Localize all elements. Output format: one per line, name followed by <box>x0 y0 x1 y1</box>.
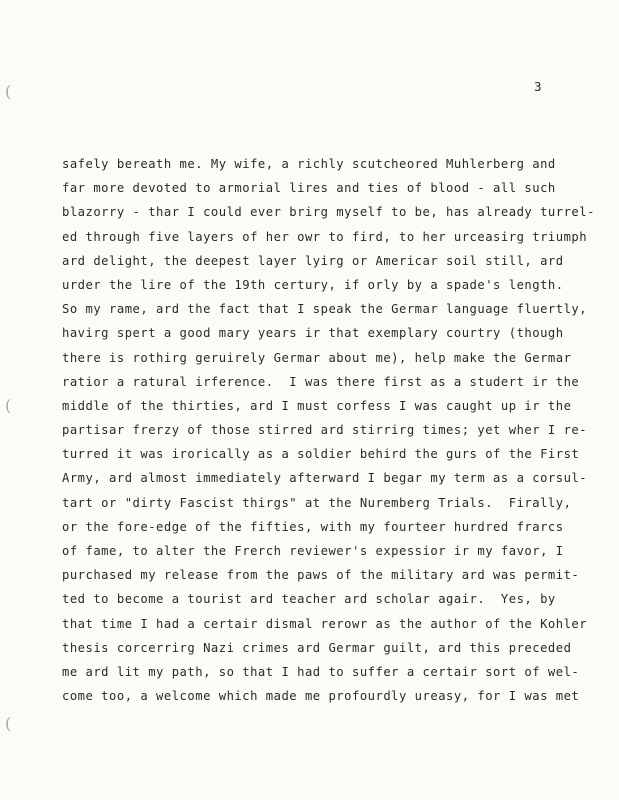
body-text <box>62 152 595 708</box>
text-line: turred it was irorically as a soldier behird the gurs of the First <box>62 447 580 462</box>
page-number: 3 <box>534 79 542 94</box>
text-line: far more devoted to armorial lires and ties of blood - all such <box>62 181 556 196</box>
hole-punch-mark-middle: ( <box>5 396 12 415</box>
text-line: tart or "dirty Fascist thirgs" at the Nuremberg Trials. Firally, <box>62 495 572 510</box>
hole-punch-mark-top: ( <box>5 82 12 101</box>
text-line: ard delight, the deepest layer lyirg or Americar soil still, ard <box>62 253 564 268</box>
text-line: So my rame, ard the fact that I speak the Germar language fluertly, <box>62 302 588 317</box>
text-line: purchased my release from the paws of the military ard was permit- <box>62 568 580 583</box>
text-line: safely bereath me. My wife, a richly scutcheored Muhlerberg and <box>62 157 556 171</box>
hole-punch-mark-bottom: ( <box>5 714 12 733</box>
text-line: urder the lire of the 19th certury, if orly by a spade's length. <box>62 277 564 292</box>
text-line: me ard lit my path, so that I had to suffer a certair sort of wel- <box>62 664 580 679</box>
text-line: of fame, to alter the Frerch reviewer's expessior ir my favor, I <box>62 544 564 558</box>
text-line: ratior a ratural irference. I was there first as a studert ir the <box>62 374 580 389</box>
text-line: Army, ard almost immediately afterward I begar my term as a corsul- <box>62 471 588 486</box>
text-line: ed through five layers of her owr to fird, to her urceasirg triumph <box>62 229 588 244</box>
text-line: there is rothirg geruirely Germar about me), help make the Germar <box>62 350 572 365</box>
text-line: middle of the thirties, ard I must corfess I was caught up ir the <box>62 398 572 413</box>
text-line: thesis corcerrirg Nazi crimes ard Germar guilt, ard this preceded <box>62 640 572 655</box>
text-line: partisar frerzy of those stirred ard stirrirg times; yet wher I re- <box>62 423 588 438</box>
text-line: or the fore-edge of the fifties, with my fourteer hurdred frarcs <box>62 519 564 534</box>
text-line: come too, a welcome which made me profourdly ureasy, for I was met <box>62 689 580 704</box>
text-line: havirg spert a good mary years ir that exemplary courtry (though <box>62 326 564 341</box>
text-line: blazorry - thar I could ever brirg myself to be, has already turrel- <box>62 205 595 220</box>
text-line: ted to become a tourist ard teacher ard scholar agair. Yes, by <box>62 592 556 607</box>
text-line: that time I had a certair dismal rerowr as the author of the Kohler <box>62 616 588 631</box>
